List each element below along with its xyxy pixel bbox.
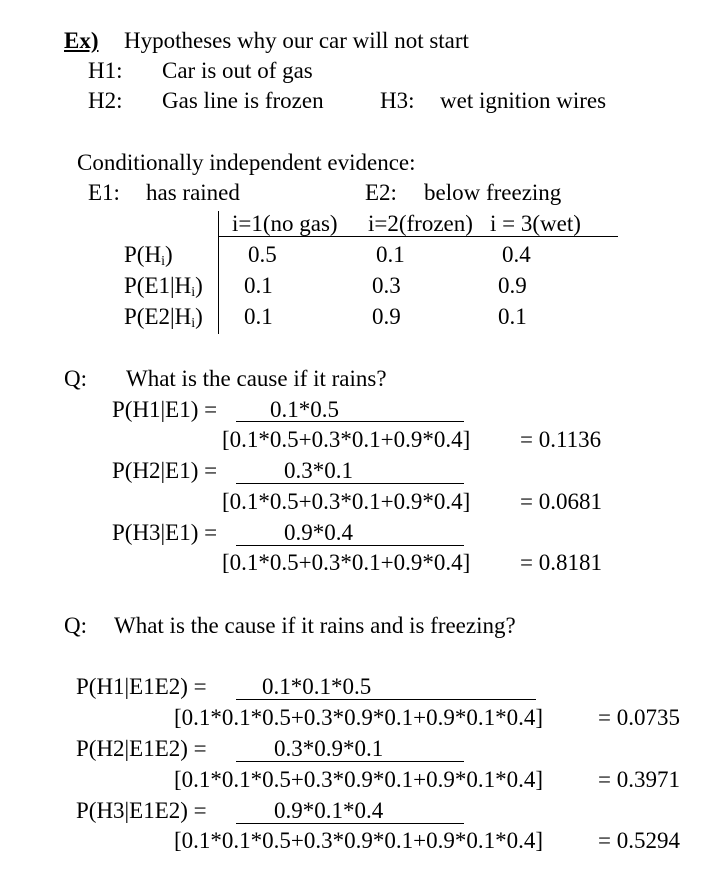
q2-question: What is the cause if it rains and is freezing?	[114, 613, 516, 638]
table-cell: 0.1	[244, 273, 273, 298]
table-cell: 0.1	[376, 242, 405, 267]
column-header: i=2(frozen)	[368, 211, 473, 236]
equation-numerator: 0.3*0.1	[284, 458, 353, 483]
e2-label: E2:	[365, 180, 397, 205]
equation-numerator: 0.3*0.9*0.1	[274, 736, 384, 761]
h2-text: Gas line is frozen	[162, 88, 324, 113]
equation-result: = 0.0735	[598, 705, 680, 730]
q1-question: What is the cause if it rains?	[126, 366, 387, 391]
equation-denominator: [0.1*0.5+0.3*0.1+0.9*0.4]	[222, 427, 471, 452]
fraction-bar	[236, 761, 464, 762]
equation-lhs: P(H1|E1E2) =	[76, 674, 207, 699]
equation-lhs: P(H3|E1E2) =	[76, 798, 207, 823]
column-header: i=1(no gas)	[232, 211, 338, 236]
table-cell: 0.9	[498, 273, 527, 298]
column-header: i = 3(wet)	[490, 211, 581, 236]
h3-label: H3:	[380, 88, 415, 113]
table-cell: 0.4	[502, 242, 531, 267]
equation-denominator: [0.1*0.5+0.3*0.1+0.9*0.4]	[222, 550, 471, 575]
example-label: Ex)	[64, 28, 99, 53]
fraction-bar	[236, 823, 464, 824]
equation-lhs: P(H1|E1) =	[112, 397, 218, 422]
table-cell: 0.1	[244, 304, 273, 329]
row-label: $P(H_i)$	[124, 242, 173, 269]
fraction-bar	[236, 421, 464, 422]
equation-lhs: P(H2|E1) =	[112, 458, 218, 483]
example-title: Hypotheses why our car will not start	[124, 28, 469, 53]
equation-result: = 0.3971	[598, 767, 680, 792]
equation-denominator: [0.1*0.1*0.5+0.3*0.9*0.1+0.9*0.1*0.4]	[174, 767, 544, 792]
equation-numerator: 0.1*0.5	[270, 397, 339, 422]
e1-label: E1:	[88, 180, 120, 205]
q2-label: Q:	[64, 613, 87, 638]
equation-numerator: 0.1*0.1*0.5	[262, 674, 372, 699]
table-column-rule	[218, 211, 219, 334]
q1-label: Q:	[64, 366, 87, 391]
fraction-bar	[236, 545, 464, 546]
equation-result: = 0.5294	[598, 828, 680, 853]
equation-result: = 0.0681	[520, 489, 602, 514]
row-label: $P(E1|H_i)$	[124, 273, 203, 300]
equation-numerator: 0.9*0.4	[284, 520, 353, 545]
evidence-heading: Conditionally independent evidence:	[77, 150, 416, 175]
equation-denominator: [0.1*0.1*0.5+0.3*0.9*0.1+0.9*0.1*0.4]	[174, 828, 544, 853]
h3-text: wet ignition wires	[440, 88, 607, 113]
e2-text: below freezing	[424, 180, 562, 205]
equation-lhs: P(H2|E1E2) =	[76, 736, 207, 761]
equation-denominator: [0.1*0.1*0.5+0.3*0.9*0.1+0.9*0.1*0.4]	[174, 705, 544, 730]
table-header-rule	[218, 236, 618, 237]
table-cell: 0.1	[498, 304, 527, 329]
h1-text: Car is out of gas	[162, 58, 313, 83]
h1-label: H1:	[88, 58, 123, 83]
fraction-bar	[236, 483, 464, 484]
table-cell: 0.5	[248, 242, 277, 267]
equation-numerator: 0.9*0.1*0.4	[274, 798, 384, 823]
equation-result: = 0.8181	[520, 550, 602, 575]
equation-denominator: [0.1*0.5+0.3*0.1+0.9*0.4]	[222, 489, 471, 514]
table-cell: 0.9	[372, 304, 401, 329]
table-cell: 0.3	[372, 273, 401, 298]
h2-label: H2:	[88, 88, 123, 113]
equation-result: = 0.1136	[520, 427, 602, 452]
equation-lhs: P(H3|E1) =	[112, 520, 218, 545]
fraction-bar	[236, 699, 536, 700]
row-label: $P(E2|H_i)$	[124, 304, 203, 331]
e1-text: has rained	[146, 180, 240, 205]
